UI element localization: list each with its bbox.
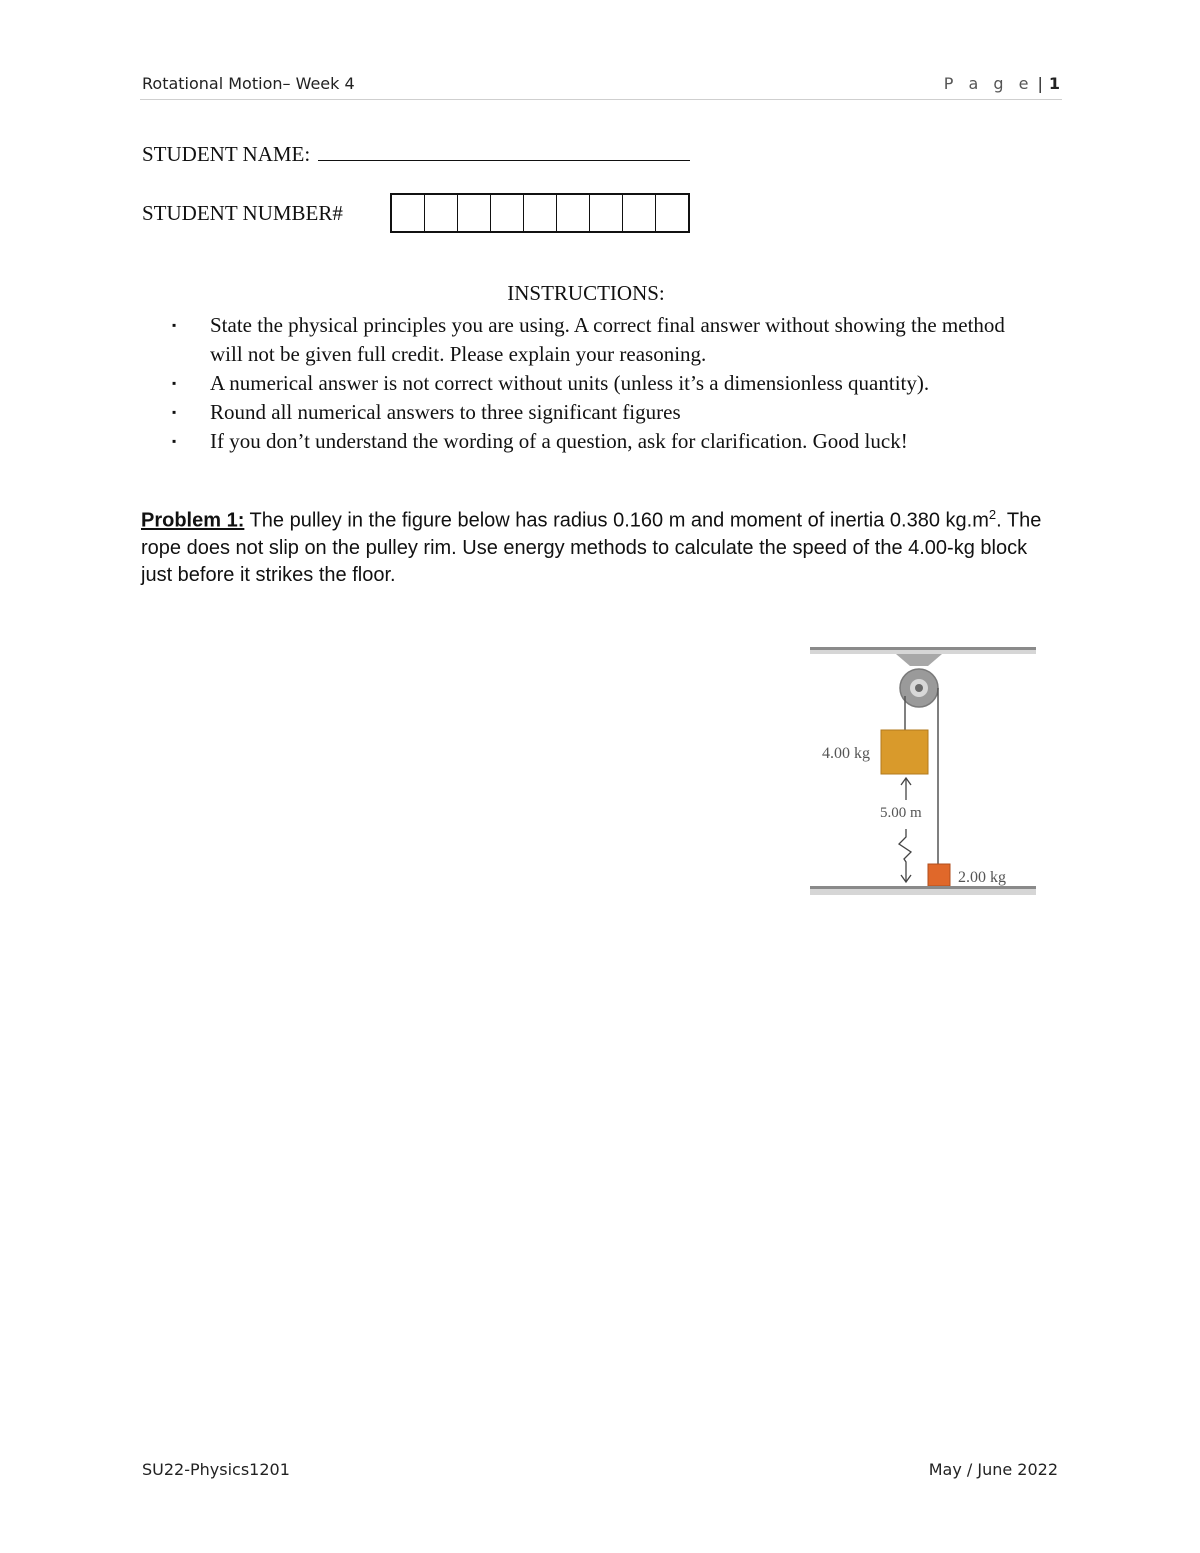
floor-shadow [810, 889, 1036, 895]
student-name-label: STUDENT NAME: [142, 142, 311, 166]
student-number-digit-box[interactable] [491, 195, 524, 231]
header-separator: | [1037, 74, 1043, 93]
instruction-item [172, 398, 1032, 427]
floor [810, 886, 1036, 889]
instruction-text: A numerical answer is not correct without units (unless it’s a dimensionless quantity). [210, 371, 930, 395]
header-title: Rotational Motion– Week 4 [142, 74, 355, 93]
block-2kg [928, 864, 950, 886]
student-number-digit-box[interactable] [392, 195, 425, 231]
pulley-axle [915, 684, 923, 692]
student-name-field[interactable] [318, 142, 690, 161]
ceiling-shadow [810, 650, 1036, 654]
bullet-icon: ▪ [172, 318, 177, 332]
footer-term: May / June 2022 [928, 1460, 1058, 1479]
label-height: 5.00 m [880, 805, 922, 821]
label-2kg: 2.00 kg [958, 869, 1006, 886]
header-page-indicator [944, 74, 1060, 93]
page-label: P a g e [943, 74, 1034, 93]
problem-superscript: 2 [988, 507, 997, 522]
student-number-label: STUDENT NUMBER# [142, 200, 343, 225]
problem-text-a: The pulley in the figure below has radius 0.160 m and moment of inertia 0.380 kg.m [244, 509, 989, 532]
instruction-item [172, 311, 1032, 369]
bullet-icon: ▪ [172, 405, 177, 419]
page-number: 1 [1048, 74, 1060, 93]
instructions-list [172, 311, 1032, 456]
pulley-mount [896, 654, 942, 666]
problem-1 [141, 501, 1061, 589]
instruction-text: If you don’t understand the wording of a question, ask for clarification. Good luck! [210, 429, 908, 453]
label-4kg: 4.00 kg [822, 745, 870, 762]
student-number-row [142, 193, 690, 233]
block-4kg [881, 730, 928, 774]
height-arrow-bottom [899, 829, 911, 882]
student-number-digit-box[interactable] [656, 195, 688, 231]
student-number-digit-box[interactable] [557, 195, 590, 231]
problem-text-b: . The rope does not slip on the pulley rim. Use energy methods to calculate the speed of the 4.00-kg block just before it strikes the floor. [141, 509, 1042, 586]
student-number-digit-box[interactable] [458, 195, 491, 231]
instructions-title: INSTRUCTIONS: [507, 281, 665, 305]
student-number-boxes [390, 193, 690, 233]
student-number-digit-box[interactable] [623, 195, 656, 231]
bullet-icon: ▪ [172, 434, 177, 448]
student-name-row [142, 142, 690, 167]
header-rule [140, 99, 1062, 100]
problem-title: Problem 1: [141, 509, 245, 532]
instruction-text: Round all numerical answers to three significant figures [210, 400, 681, 424]
footer-course: SU22-Physics1201 [142, 1460, 290, 1479]
student-number-digit-box[interactable] [590, 195, 623, 231]
student-number-digit-box[interactable] [425, 195, 458, 231]
ceiling-beam [810, 647, 1036, 650]
bullet-icon: ▪ [172, 376, 177, 390]
instruction-text: State the physical principles you are using. A correct final answer without showing the method will not be given full credit. Please explain your reasoning. [210, 313, 1005, 366]
student-number-digit-box[interactable] [524, 195, 557, 231]
instruction-item [172, 369, 1032, 398]
instruction-item [172, 427, 1032, 456]
pulley-figure [800, 636, 1045, 908]
